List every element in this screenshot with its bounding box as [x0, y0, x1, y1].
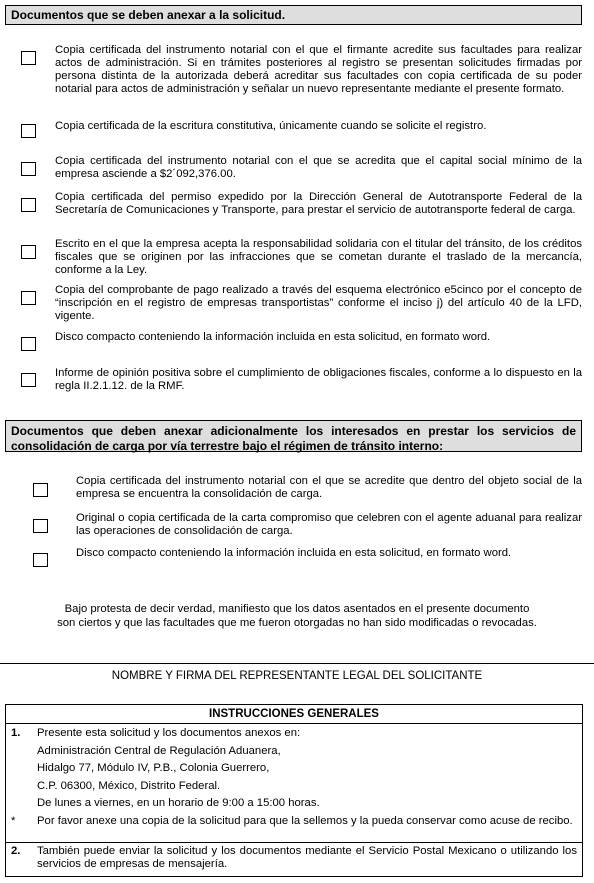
signature-label: NOMBRE Y FIRMA DEL REPRESENTANTE LEGAL DEL SOLICITANTE: [111, 670, 483, 682]
checkbox-consolidation-3[interactable]: [33, 553, 48, 567]
list-item: Copia certificada del instrumento notarial con el que el firmante acredite sus facultades para realizar actos de administración. Si en trámites posteriores al registro se presentan solicitudes firmadas por persona distinta de la autorizada deberá acreditar sus facultades con copia certificada de su poder notarial para actos de administración y señalar un nuevo representante mediante el presente formato.: [55, 44, 582, 95]
instructions-title-rule: [6, 723, 582, 724]
instruction-1-line-3: Hidalgo 77, Módulo IV, P.B., Colonia Guerrero,: [37, 762, 270, 774]
list-item: Disco compacto conteniendo la información incluida en esta solicitud, en formato word.: [76, 547, 512, 559]
instructions-title: INSTRUCCIONES GENERALES: [209, 708, 379, 720]
list-item: Copia certificada del permiso expedido por la Dirección General de Autotransporte Federal de la Secretaría de Comunicaciones y Transporte, para prestar el servicio de autotransporte federal de carga.: [55, 191, 582, 216]
signature-line: [0, 663, 594, 664]
instructions-rule: [6, 842, 582, 843]
checkbox-consolidation-1[interactable]: [33, 483, 48, 497]
section2-heading: [5, 420, 582, 452]
checkbox-consolidation-2[interactable]: [33, 519, 48, 533]
list-item: Disco compacto conteniendo la información incluida en esta solicitud, en formato word.: [55, 331, 491, 343]
instruction-number-2: 2.: [11, 845, 21, 857]
list-item: Copia certificada del instrumento notarial con el que se acredite que dentro del objeto social de la empresa se encuentra la consolidación de carga.: [76, 475, 582, 500]
instructions-box: [5, 704, 583, 877]
list-item: Copia certificada del instrumento notarial con el que se acredita que el capital social mínimo de la empresa asciende a $2´092,376.00.: [55, 155, 582, 180]
declaration-line-2: son ciertos y que las facultades que me fueron otorgadas no han sido modificadas o revocadas.: [57, 617, 537, 629]
instruction-1-line-5: De lunes a viernes, en un horario de 9:00 a 15:00 horas.: [37, 797, 320, 809]
section1-heading-text: Documentos que se deben anexar a la solicitud.: [11, 8, 286, 22]
checkbox-item-6[interactable]: [21, 291, 36, 305]
checkbox-item-8[interactable]: [21, 373, 36, 387]
instruction-1-line-1: Presente esta solicitud y los documentos anexos en:: [37, 727, 301, 739]
instruction-star: *: [11, 815, 16, 827]
instruction-star-text: Por favor anexe una copia de la solicitud para que la sellemos y la pueda conservar como acuse de recibo.: [37, 815, 573, 827]
checkbox-item-2[interactable]: [21, 124, 36, 138]
checkbox-item-5[interactable]: [21, 245, 36, 259]
list-item: Copia del comprobante de pago realizado a través del esquema electrónico e5cinco por el concepto de “inscripción en el registro de empresas transportistas” conforme el inciso j) del artículo 40 de la LFD, vigente.: [55, 284, 582, 322]
list-item: Escrito en el que la empresa acepta la responsabilidad solidaria con el titular del tránsito, de los créditos fiscales que se originen por las infracciones que se cometan durante el traslado de la mercancía, conforme a la Ley.: [55, 238, 582, 276]
list-item: Informe de opinión positiva sobre el cumplimiento de obligaciones fiscales, conforme a lo dispuesto en la regla II.2.1.12. de la RMF.: [55, 367, 582, 392]
instruction-2-text: También puede enviar la solicitud y los documentos mediante el Servicio Postal Mexicano o utilizando los servicios de empresas de mensajería.: [37, 845, 577, 870]
instruction-number-1: 1.: [11, 727, 21, 739]
section1-heading: [5, 5, 582, 25]
instruction-1-line-2: Administración Central de Regulación Aduanera,: [37, 745, 281, 757]
declaration-line-1: Bajo protesta de decir verdad, manifiesto que los datos asentados en el presente documento: [64, 603, 530, 615]
list-item: Original o copia certificada de la carta compromiso que celebren con el agente aduanal para realizar las operaciones de consolidación de carga.: [76, 512, 582, 537]
declaration: [0, 602, 594, 630]
checkbox-item-3[interactable]: [21, 162, 36, 176]
checkbox-item-7[interactable]: [21, 337, 36, 351]
instruction-1-line-4: C.P. 06300, México, Distrito Federal.: [37, 780, 221, 792]
checkbox-item-1[interactable]: [21, 51, 36, 65]
checkbox-item-4[interactable]: [21, 198, 36, 212]
list-item: Copia certificada de la escritura constitutiva, únicamente cuando se solicite el registro.: [55, 120, 487, 132]
section2-heading-text: Documentos que deben anexar adicionalmente los interesados en prestar los servicios de consolidación de carga por vía terrestre bajo el régimen de tránsito interno:: [11, 424, 576, 453]
